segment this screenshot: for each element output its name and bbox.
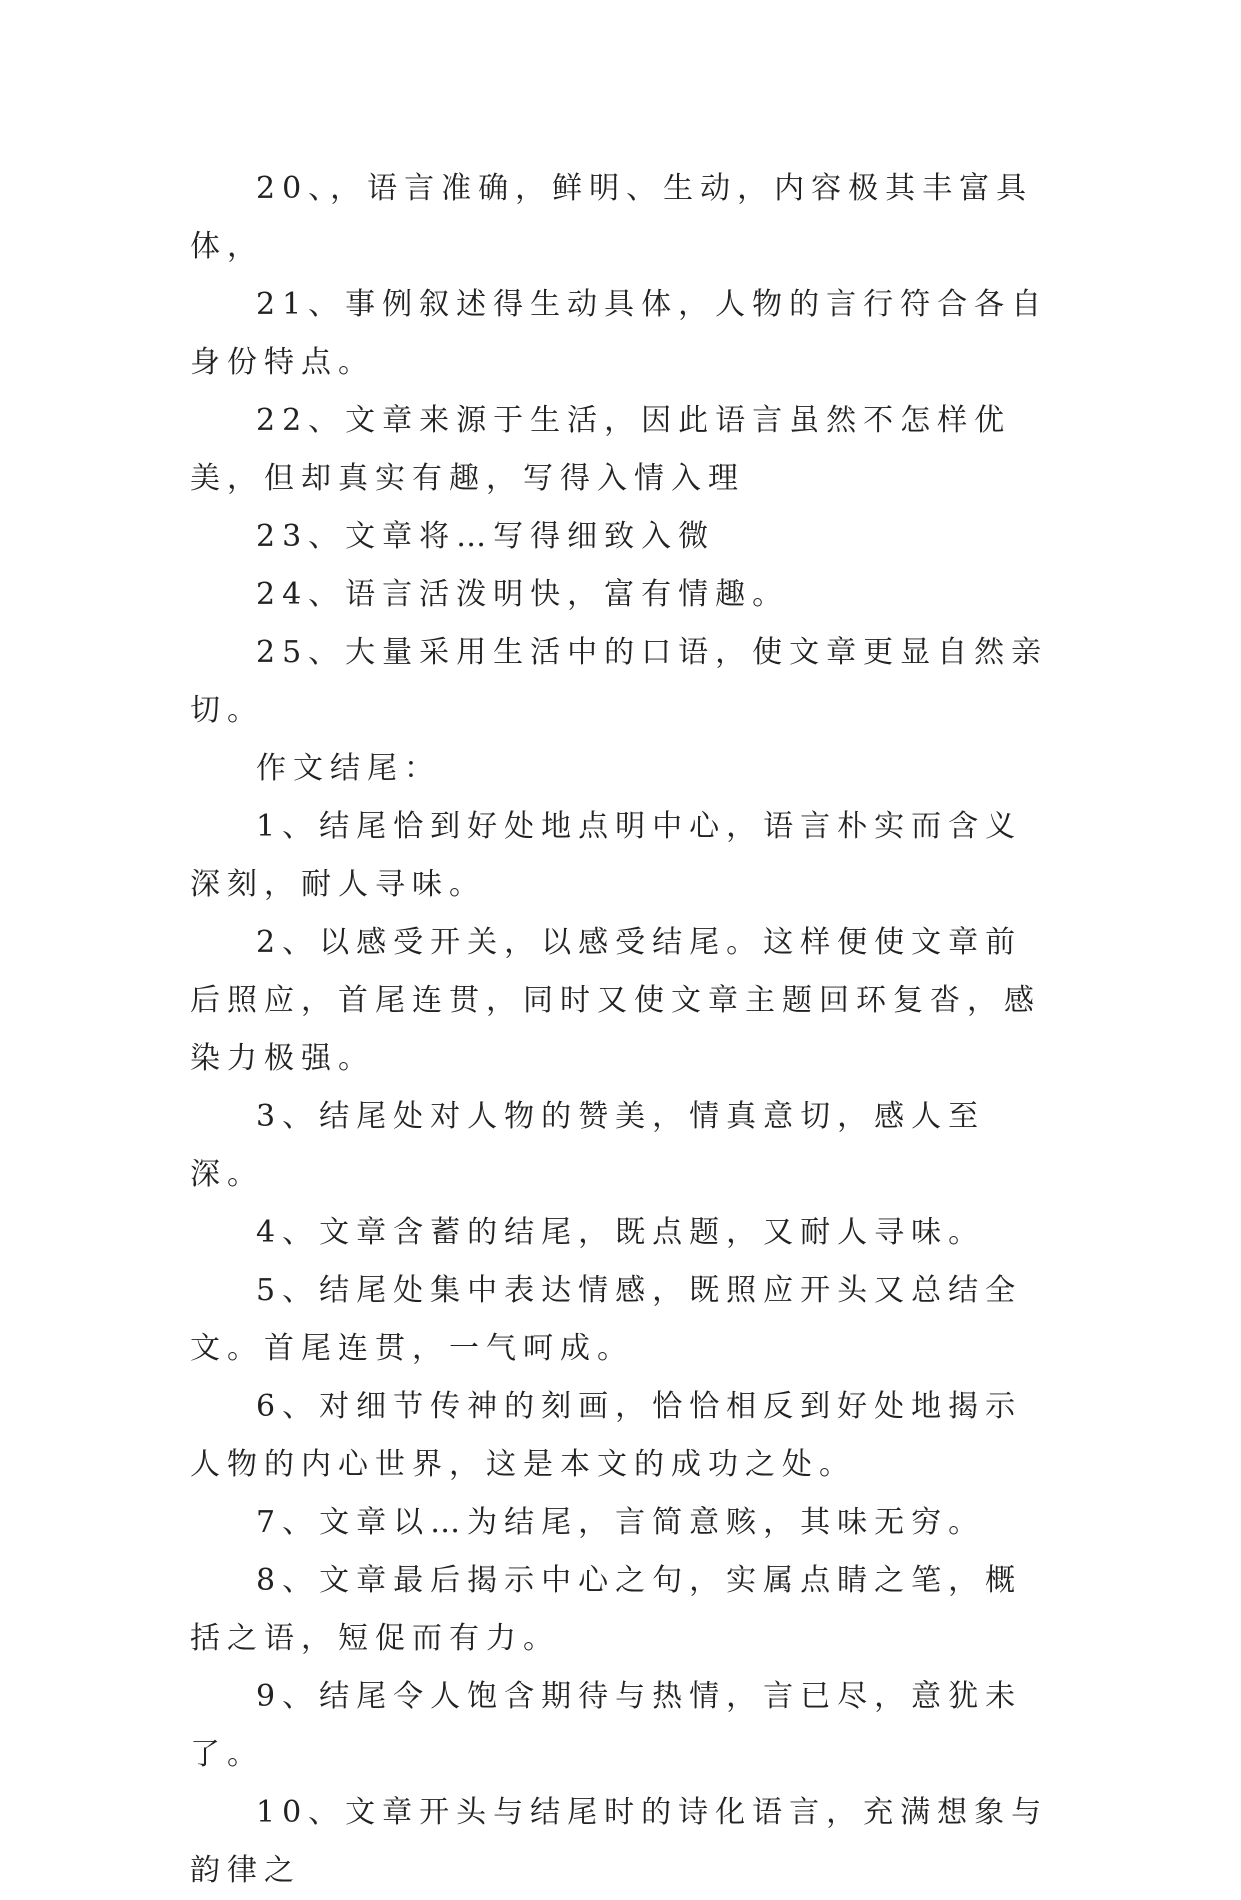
ending-item-9: 9、结尾令人饱含期待与热情，言已尽，意犹未了。 [190,1679,1023,1772]
paragraph-item-24: 24、语言活泼明快，富有情趣。 [256,577,790,612]
paragraph-item-25: 25、大量采用生活中的口语，使文章更显自然亲切。 [190,635,1049,728]
ending-item-10: 10、文章开头与结尾时的诗化语言，充满想象与韵律之 [190,1795,1049,1888]
ending-item-3: 3、结尾处对人物的赞美，情真意切，感人至深。 [190,1099,986,1192]
paragraph-item-23: 23、文章将…写得细致入微 [256,519,716,554]
ending-item-4: 4、文章含蓄的结尾，既点题，又耐人寻味。 [256,1215,986,1250]
ending-item-8: 8、文章最后揭示中心之句，实属点睛之笔，概括之语，短促而有力。 [190,1563,1023,1656]
ending-item-7: 7、文章以…为结尾，言简意赅，其味无穷。 [256,1505,986,1540]
section-heading-ending: 作文结尾： [256,751,441,786]
ending-item-2: 2、以感受开关，以感受结尾。这样便使文章前后照应，首尾连贯，同时又使文章主题回环复沓，感染力极强。 [190,925,1041,1076]
ending-item-5: 5、结尾处集中表达情感，既照应开头又总结全文。首尾连贯，一气呵成。 [190,1273,1023,1366]
paragraph-item-21: 21、事例叙述得生动具体，人物的言行符合各自身份特点。 [190,287,1049,380]
ending-item-1: 1、结尾恰到好处地点明中心，语言朴实而含义深刻，耐人寻味。 [190,809,1023,902]
ending-item-6: 6、对细节传神的刻画，恰恰相反到好处地揭示人物的内心世界，这是本文的成功之处。 [190,1389,1023,1482]
document-body [190,160,1050,1900]
paragraph-item-22: 22、文章来源于生活，因此语言虽然不怎样优美，但却真实有趣，写得入情入理 [190,403,1012,496]
paragraph-item-20: 20、，语言准确，鲜明、生动，内容极其丰富具体， [190,171,1034,264]
